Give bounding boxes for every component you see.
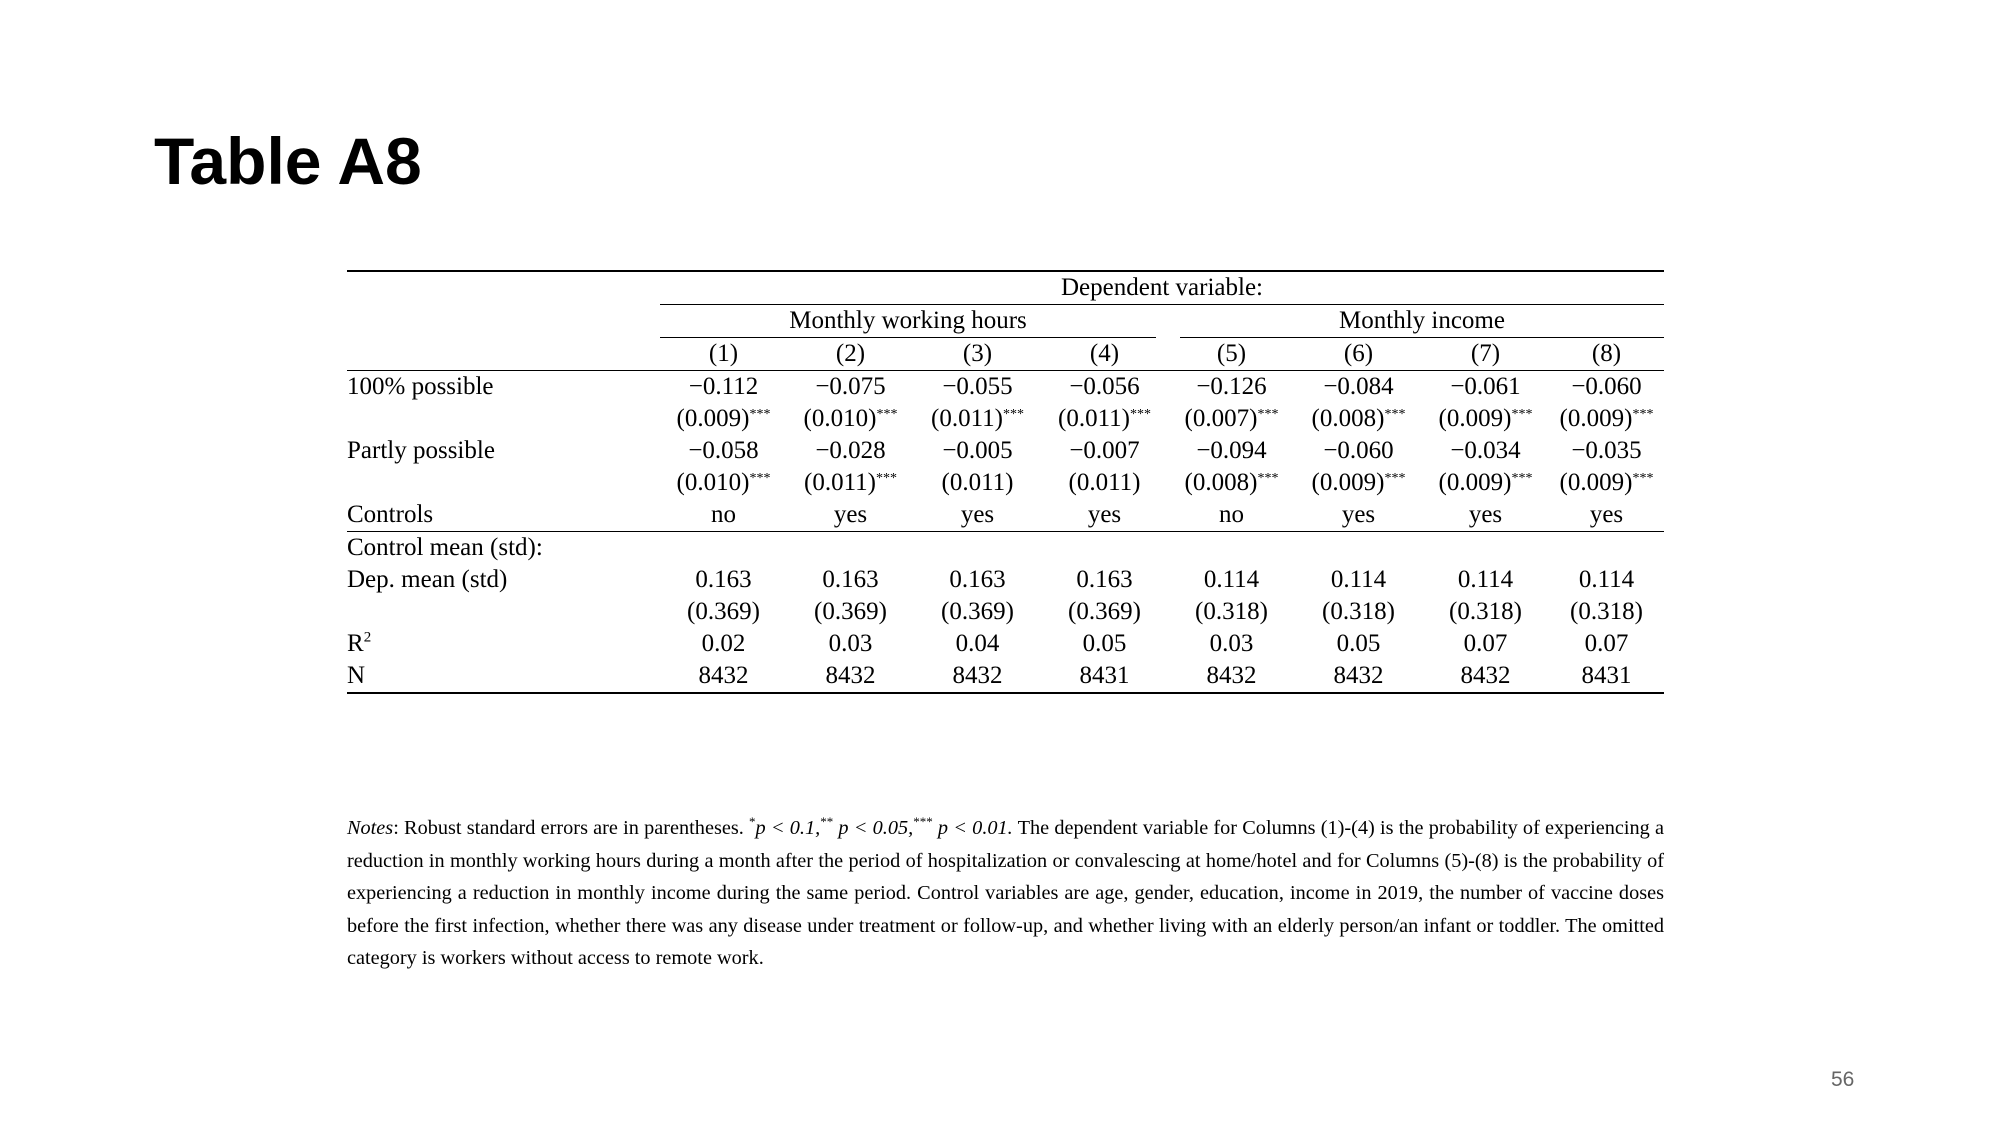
standard-error-cell [787,403,914,435]
notes-sig-2-sup: ** [820,814,834,830]
dep-mean-value: 0.114 [1330,566,1387,593]
slide-title: Table A8 [154,124,422,198]
observations-value: 8432 [1422,660,1549,693]
notes-sig-1: p < 0.1, [755,817,821,839]
coefficient-value: −0.055 [914,371,1041,404]
standard-error-value: (0.011) [804,469,876,496]
column-number: (2) [835,340,866,367]
standard-error-cell [1549,467,1664,499]
standard-error-cell [1041,403,1168,435]
significance-stars: *** [1129,407,1151,422]
controls-value: no [1219,501,1244,528]
standard-error-value: (0.007) [1184,405,1258,432]
standard-error-cell [914,403,1041,435]
r-squared-value: 0.03 [1209,630,1254,657]
coefficient-value: −0.035 [1571,437,1642,464]
regressor-label: 100% possible [347,371,660,404]
coefficient-value: −0.028 [815,437,886,464]
dep-std-value: (0.318) [1322,598,1395,625]
observations-value: 8432 [1168,660,1295,693]
standard-error-value: (0.011) [941,469,1014,496]
standard-error-value: (0.010) [803,405,877,432]
standard-error-value: (0.008) [1184,469,1258,496]
significance-stars: *** [876,407,898,422]
dep-mean-value: 0.114 [1457,566,1514,593]
controls-row [347,499,1664,532]
standard-error-value: (0.008) [1311,405,1385,432]
regression-table-grid [347,270,1664,694]
notes-sig-3: p < 0.01. [932,817,1013,839]
observations-value: 8432 [1295,660,1422,693]
regressor-label: Partly possible [347,437,495,464]
coefficient-value: −0.094 [1196,437,1267,464]
r-squared-value: 0.04 [955,630,1000,657]
standard-error-cell [1422,403,1549,435]
observations-value: 8432 [787,660,914,693]
standard-error-cell [1041,467,1168,499]
dep-std-value: (0.369) [941,598,1014,625]
coefficient-value: −0.075 [787,371,914,404]
regression-table [347,270,1664,694]
notes-label: Notes [347,817,394,839]
r-squared-value: 0.02 [701,630,746,657]
standard-error-cell [1168,467,1295,499]
standard-error-cell [1168,403,1295,435]
standard-error-value: (0.009) [1438,405,1512,432]
significance-stars: *** [1384,407,1406,422]
significance-stars: *** [1002,407,1024,422]
coefficient-value: −0.061 [1422,371,1549,404]
page-number: 56 [1831,1068,1855,1091]
group-label-income: Monthly income [1180,305,1664,338]
column-number: (6) [1343,340,1374,367]
column-number-row [347,338,1664,371]
standard-error-value: (0.010) [676,469,750,496]
coefficient-value: −0.060 [1549,371,1664,404]
standard-error-cell [787,467,914,499]
control-mean-row [347,532,1664,565]
dep-mean-value: 0.163 [822,566,879,593]
dep-std-value: (0.318) [1449,598,1522,625]
significance-stars: *** [1511,407,1533,422]
standard-error-cell [660,403,787,435]
coefficient-row [347,435,1664,467]
observations-value: 8431 [1041,660,1168,693]
standard-error-cell [914,467,1041,499]
significance-stars: *** [1632,471,1654,486]
standard-error-row [347,467,1664,499]
coefficient-value: −0.084 [1295,371,1422,404]
r-squared-label [347,628,660,660]
standard-error-row [347,403,1664,435]
r-squared-letter: R [347,630,364,657]
row-label-empty [347,596,660,628]
observations-value: 8432 [660,660,787,693]
control-mean-label: Control mean (std): [347,532,1664,565]
standard-error-value: (0.009) [1311,469,1385,496]
notes-sig-2: p < 0.05, [833,817,914,839]
dep-mean-value: 0.114 [1203,566,1260,593]
dep-mean-row [347,564,1664,596]
coefficient-value: −0.034 [1450,437,1521,464]
dep-mean-value: 0.163 [695,566,752,593]
notes-body: The dependent variable for Columns (1)-(4) is the probability of experiencing a reduction in monthly working hours during a month after the period of hospitalization or convalescing at home/hotel and for Columns (5)-(8) is the probability of experiencing a reduction in monthly income during the same period. Control variables are age, gender, education, income in 2019, the number of vaccine doses before the first infection, whether there was any disease under treatment or follow-up, and whether living with an elderly person/an infant or toddler. The omitted category is workers without access to remote work. [347,817,1664,969]
notes-colon: : [393,817,399,839]
controls-value: no [711,501,736,528]
dependent-variable-label: Dependent variable: [660,271,1664,305]
r-squared-value: 0.05 [1082,630,1127,657]
dep-mean-value: 0.114 [1578,566,1635,593]
column-number: (3) [962,340,993,367]
significance-stars: *** [749,407,771,422]
observations-value: 8432 [914,660,1041,693]
controls-value: yes [1589,501,1624,528]
controls-value: yes [1087,501,1122,528]
r-squared-value: 0.05 [1336,630,1381,657]
dependent-variable-row [347,271,1664,305]
standard-error-cell [660,467,787,499]
controls-value: yes [960,501,995,528]
notes-intro: Robust standard errors are in parentheses. [398,817,750,839]
standard-error-value: (0.009) [1559,405,1633,432]
significance-stars: *** [1384,471,1406,486]
dep-mean-value: 0.163 [949,566,1006,593]
column-number: (4) [1089,340,1120,367]
significance-stars: *** [875,471,897,486]
dep-mean-value: 0.163 [1076,566,1133,593]
controls-value: yes [1468,501,1503,528]
standard-error-cell [1295,403,1422,435]
significance-stars: *** [1257,471,1279,486]
controls-value: yes [833,501,868,528]
group-label-working-hours: Monthly working hours [660,305,1156,338]
table-notes [347,812,1664,975]
controls-value: yes [1341,501,1376,528]
coefficient-value: −0.126 [1168,371,1295,404]
significance-stars: *** [1632,407,1654,422]
column-number: (7) [1470,340,1501,367]
r-squared-value: 0.07 [1584,630,1629,657]
dep-std-value: (0.318) [1195,598,1268,625]
observations-row [347,660,1664,693]
table-body [347,271,1664,693]
significance-stars: *** [749,471,771,486]
row-label-empty [347,467,660,499]
column-number: (5) [1216,340,1247,367]
notes-sig-1-sup: * [749,814,756,830]
observations-value: 8431 [1549,660,1664,693]
coefficient-value: −0.005 [942,437,1013,464]
dep-std-row [347,596,1664,628]
coefficient-value: −0.060 [1323,437,1394,464]
dep-std-value: (0.369) [687,598,760,625]
standard-error-value: (0.009) [1438,469,1512,496]
standard-error-value: (0.009) [1559,469,1633,496]
controls-label: Controls [347,501,434,528]
observations-label: N [347,660,660,693]
r-squared-value: 0.03 [828,630,873,657]
column-number: (8) [1591,340,1622,367]
group-header-row [347,305,1664,339]
dep-mean-label: Dep. mean (std) [347,566,508,593]
notes-sig-3-sup: *** [913,814,933,830]
row-label-empty [347,403,660,435]
coefficient-row [347,371,1664,404]
standard-error-cell [1549,403,1664,435]
column-number: (1) [708,340,739,367]
standard-error-value: (0.009) [676,405,750,432]
significance-stars: *** [1257,407,1279,422]
r-squared-superscript: 2 [363,629,372,646]
standard-error-value: (0.011) [1068,469,1141,496]
dep-std-value: (0.318) [1570,598,1643,625]
r-squared-row [347,628,1664,660]
significance-stars: *** [1511,471,1533,486]
dep-std-value: (0.369) [814,598,887,625]
standard-error-cell [1422,467,1549,499]
standard-error-value: (0.011) [931,405,1003,432]
standard-error-value: (0.011) [1058,405,1130,432]
coefficient-value: −0.112 [660,371,787,404]
dep-std-value: (0.369) [1068,598,1141,625]
coefficient-value: −0.007 [1069,437,1140,464]
standard-error-cell [1295,467,1422,499]
coefficient-value: −0.058 [688,437,759,464]
coefficient-value: −0.056 [1041,371,1168,404]
r-squared-value: 0.07 [1463,630,1508,657]
